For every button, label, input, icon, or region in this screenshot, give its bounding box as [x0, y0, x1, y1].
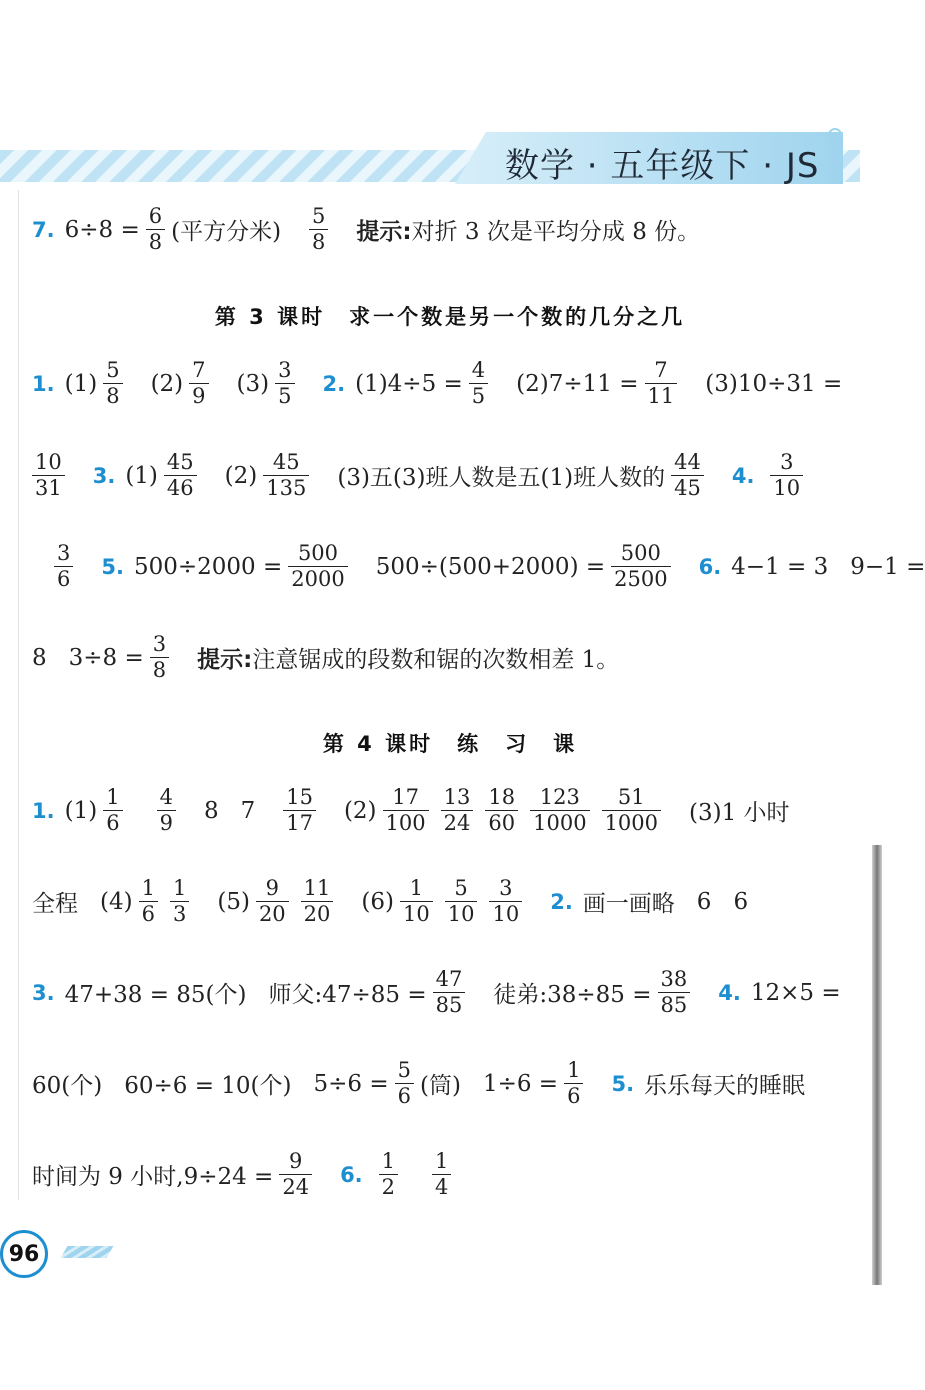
numerator: 10	[35, 450, 62, 474]
numerator: 1	[435, 1149, 449, 1173]
answer-line	[32, 1149, 457, 1200]
fraction	[189, 358, 208, 409]
fraction	[263, 450, 309, 501]
denominator: 10	[770, 475, 803, 501]
fraction	[379, 1149, 398, 1200]
fraction	[309, 204, 328, 255]
denominator: 3	[170, 901, 189, 927]
fraction	[383, 785, 429, 836]
denominator: 17	[283, 810, 316, 836]
denominator: 6	[139, 901, 158, 927]
denominator: 24	[441, 810, 474, 836]
denominator: 10	[445, 901, 478, 927]
equation: 60÷6 = 10(个)	[124, 1073, 292, 1100]
answer-line	[32, 876, 748, 927]
denominator: 1000	[602, 810, 661, 836]
numerator: 51	[617, 785, 645, 809]
numerator: 4	[159, 785, 173, 809]
answer-value: 8	[32, 644, 47, 671]
sub-label: (2)	[343, 797, 377, 824]
answer-line	[32, 785, 790, 836]
fraction	[602, 785, 661, 836]
question-number: 4.	[718, 980, 741, 1005]
numerator: 17	[392, 785, 419, 809]
numerator: 11	[303, 876, 331, 900]
denominator: 9	[157, 810, 176, 836]
hint-text: 注意锯成的段数和锯的次数相差 1。	[252, 647, 620, 674]
fraction	[103, 358, 122, 409]
numerator: 9	[289, 1149, 303, 1173]
numerator: 15	[286, 785, 313, 809]
answer-text: 时间为 9 小时,9÷24 =	[32, 1164, 274, 1191]
numerator: 13	[443, 785, 471, 809]
denominator: 100	[383, 810, 429, 836]
question-number: 3.	[32, 980, 55, 1005]
denominator: 46	[164, 475, 197, 501]
fraction	[433, 967, 466, 1018]
denominator: 5	[469, 383, 488, 409]
sub-label: (1)	[125, 462, 158, 489]
question-number: 2.	[550, 889, 573, 914]
numerator: 44	[674, 450, 701, 474]
section-title-lesson-3: 第 3 课时 求一个数是另一个数的几分之几	[214, 305, 686, 329]
numerator: 3	[780, 450, 794, 474]
denominator: 10	[400, 901, 433, 927]
hint-label: 提示:	[356, 219, 412, 246]
fraction	[395, 1058, 414, 1109]
equation: 师父:47÷85 =	[268, 982, 427, 1009]
fraction	[103, 785, 122, 836]
page-header-title: 数学 · 五年级下 · JS	[505, 146, 820, 186]
fraction	[301, 876, 334, 927]
equation: 1÷6 =	[482, 1070, 559, 1097]
fraction	[400, 876, 433, 927]
numerator: 1	[106, 785, 120, 809]
answer-text: 画一画略	[582, 891, 675, 918]
numerator: 6	[148, 204, 163, 228]
fraction	[564, 1058, 583, 1109]
denominator: 2	[379, 1174, 398, 1200]
denominator: 10	[489, 901, 522, 927]
answer-value: 8	[203, 797, 219, 824]
fraction	[671, 450, 704, 501]
fraction	[445, 876, 478, 927]
answer-text: 60(个)	[32, 1073, 103, 1100]
fraction	[611, 541, 670, 592]
denominator: 6	[103, 810, 122, 836]
sub-label: (3)	[236, 370, 270, 397]
fraction	[146, 204, 165, 255]
numerator: 500	[297, 541, 339, 565]
numerator: 45	[166, 450, 194, 474]
equation: 3÷8 =	[68, 644, 144, 671]
page-number-decoration	[61, 1246, 114, 1258]
fraction	[164, 450, 197, 501]
numerator: 4	[471, 358, 486, 382]
equation: 6÷8 =	[64, 216, 140, 243]
denominator: 135	[263, 475, 309, 501]
numerator: 123	[539, 785, 580, 809]
fraction	[658, 967, 691, 1018]
numerator: 500	[620, 541, 661, 565]
fraction	[489, 876, 522, 927]
sub-label: (6)	[361, 888, 394, 915]
numerator: 3	[152, 632, 167, 656]
numerator: 47	[435, 967, 463, 991]
numerator: 7	[654, 358, 668, 382]
denominator: 45	[671, 475, 704, 501]
sub-label: (1)	[64, 370, 98, 397]
hint-label: 提示:	[197, 647, 253, 674]
numerator: 5	[312, 204, 326, 228]
question-number: 6.	[340, 1162, 363, 1187]
fraction	[645, 358, 678, 409]
denominator: 1000	[530, 810, 589, 836]
denominator: 8	[146, 229, 165, 255]
numerator: 3	[278, 358, 292, 382]
answer-value: 7	[240, 797, 256, 824]
numerator: 18	[488, 785, 516, 809]
question-number: 5.	[611, 1071, 635, 1096]
sub-label: (1)	[64, 797, 98, 824]
equation: 500÷2000 =	[133, 553, 283, 580]
numerator: 3	[57, 541, 71, 565]
fraction	[441, 785, 474, 836]
numerator: 38	[660, 967, 688, 991]
denominator: 6	[395, 1083, 414, 1109]
fraction	[139, 876, 158, 927]
equation: 9−1 =	[850, 553, 925, 580]
question-number: 6.	[698, 554, 722, 579]
numerator: 1	[141, 876, 155, 900]
denominator: 8	[103, 383, 122, 409]
denominator: 4	[432, 1174, 451, 1200]
question-number: 2.	[322, 371, 346, 396]
denominator: 5	[275, 383, 294, 409]
fraction	[256, 876, 289, 927]
page-edge-shadow	[872, 845, 882, 1285]
fraction	[32, 450, 65, 501]
denominator: 31	[32, 475, 65, 501]
answer-line	[32, 967, 841, 1018]
numerator: 1	[409, 876, 424, 900]
equation: 5÷6 =	[313, 1070, 389, 1097]
equation: 47+38 = 85(个)	[64, 982, 247, 1009]
fraction	[530, 785, 589, 836]
fraction	[275, 358, 294, 409]
denominator: 8	[150, 657, 169, 683]
hint-text: 对折 3 次是平均分成 8 份。	[411, 219, 701, 246]
question-number: 5.	[101, 554, 124, 579]
question-number: 7.	[32, 217, 55, 242]
sub-label: (3)1 小时	[689, 800, 790, 827]
denominator: 6	[54, 566, 73, 592]
numerator: 5	[397, 1058, 411, 1082]
unit: (筒)	[420, 1073, 461, 1100]
answer-line-q7	[32, 204, 700, 255]
numerator: 5	[454, 876, 468, 900]
fraction	[150, 632, 169, 683]
denominator: 9	[189, 383, 208, 409]
equation: 12×5 =	[750, 979, 841, 1006]
equation: (3)10÷31 =	[705, 370, 843, 397]
denominator: 60	[485, 810, 518, 836]
denominator: 2500	[611, 566, 670, 592]
answer-line	[32, 632, 619, 683]
answer-text: (3)五(3)班人数是五(1)班人数的	[337, 465, 666, 492]
fraction	[485, 785, 518, 836]
answer-value: 6	[733, 888, 749, 915]
numerator: 9	[265, 876, 279, 900]
sub-label: (2)	[150, 370, 184, 397]
fraction	[288, 541, 347, 592]
denominator: 6	[564, 1083, 583, 1109]
answer-line	[32, 358, 842, 409]
denominator: 20	[256, 901, 289, 927]
question-number: 1.	[32, 371, 55, 396]
denominator: 85	[658, 992, 691, 1018]
fraction	[469, 358, 488, 409]
numerator: 1	[567, 1058, 581, 1082]
fraction	[54, 541, 73, 592]
denominator: 11	[645, 383, 678, 409]
fraction	[157, 785, 176, 836]
page-number-badge: 96	[0, 1230, 48, 1278]
margin-rule	[18, 190, 19, 1200]
equation: (1)4÷5 =	[355, 370, 463, 397]
denominator: 2000	[288, 566, 347, 592]
fraction	[770, 450, 803, 501]
answer-text: 乐乐每天的睡眠	[644, 1073, 806, 1100]
answer-value: 6	[696, 888, 712, 915]
equation: 4−1 = 3	[731, 553, 829, 580]
fraction	[170, 876, 189, 927]
question-number: 1.	[32, 798, 55, 823]
equation: 500÷(500+2000) =	[375, 553, 606, 580]
question-number: 3.	[92, 463, 116, 488]
answer-line	[32, 1058, 805, 1109]
numerator: 1	[381, 1149, 396, 1173]
denominator: 8	[309, 229, 328, 255]
unit: (平方分米)	[171, 219, 282, 246]
question-number: 4.	[731, 463, 755, 488]
circle-decoration-icon	[828, 128, 842, 142]
denominator: 85	[433, 992, 466, 1018]
fraction	[279, 1149, 312, 1200]
sub-label: (5)	[217, 888, 250, 915]
numerator: 3	[499, 876, 513, 900]
denominator: 24	[279, 1174, 312, 1200]
fraction	[283, 785, 316, 836]
denominator: 20	[301, 901, 334, 927]
answer-line	[32, 541, 925, 592]
sub-label: (4)	[100, 888, 133, 915]
numerator: 7	[192, 358, 206, 382]
equation: 徒弟:38÷85 =	[493, 982, 652, 1009]
section-title-lesson-4: 第 4 课时 练 习 课	[322, 732, 578, 756]
numerator: 5	[106, 358, 120, 382]
equation: (2)7÷11 =	[516, 370, 639, 397]
sub-label: (2)	[224, 462, 258, 489]
answer-text: 全程	[32, 891, 78, 918]
fraction	[432, 1149, 451, 1200]
answer-line	[32, 450, 809, 501]
numerator: 1	[172, 876, 187, 900]
numerator: 45	[272, 450, 300, 474]
